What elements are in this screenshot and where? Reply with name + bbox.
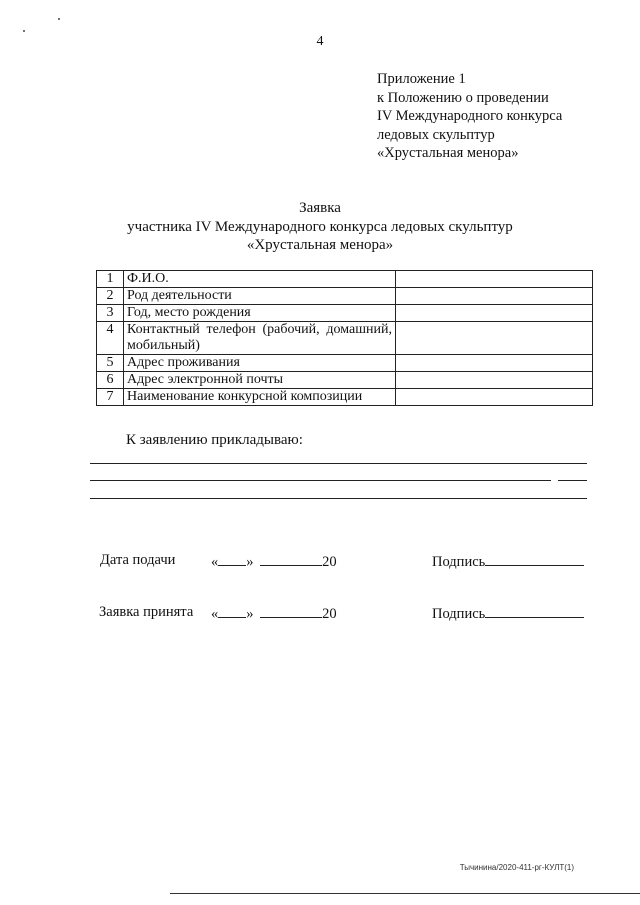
row-value-cell[interactable] <box>396 355 593 372</box>
appendix-reference <box>377 70 562 163</box>
table-row <box>97 322 593 355</box>
row-label: Год, место рождения <box>124 305 396 322</box>
appendix-line: к Положению о проведении <box>377 89 549 106</box>
quote-close: » <box>246 606 254 622</box>
row-value-cell[interactable] <box>396 372 593 389</box>
appendix-line: ледовых скульптур <box>377 126 495 143</box>
row-label: Ф.И.О. <box>124 271 396 288</box>
row-value-cell[interactable] <box>396 389 593 406</box>
signature-label: Подпись <box>432 554 486 570</box>
row-label: Адрес проживания <box>124 355 396 372</box>
attachments-label: К заявлению прикладываю: <box>126 432 303 448</box>
table-row <box>97 288 593 305</box>
row-number: 6 <box>97 372 124 389</box>
document-subtitle: участника IV Международного конкурса ледовых скульптур <box>127 218 513 235</box>
row-number: 2 <box>97 288 124 305</box>
row-number: 5 <box>97 355 124 372</box>
document-title: Заявка <box>299 200 341 216</box>
scan-speck <box>23 30 25 32</box>
day-blank[interactable] <box>218 604 246 618</box>
day-blank[interactable] <box>218 552 246 566</box>
appendix-line: IV Международного конкурса <box>377 108 563 124</box>
signature-field[interactable] <box>432 604 584 623</box>
application-heading <box>0 199 640 255</box>
row-value-cell[interactable] <box>396 288 593 305</box>
document-subtitle: «Хрустальная менора» <box>246 237 394 253</box>
attachments-line[interactable] <box>558 480 587 481</box>
submission-date-label: Дата подачи <box>100 552 176 568</box>
table-row <box>97 271 593 288</box>
applicant-form-table <box>96 270 593 406</box>
table-row <box>97 355 593 372</box>
submission-date-field[interactable] <box>211 552 337 571</box>
row-value-cell[interactable] <box>396 271 593 288</box>
table-row <box>97 372 593 389</box>
row-label: Род деятельности <box>124 288 396 305</box>
quote-close: » <box>246 554 254 570</box>
row-number: 7 <box>97 389 124 406</box>
accepted-date-field[interactable] <box>211 604 337 623</box>
signature-blank[interactable] <box>485 552 584 566</box>
table-row <box>97 305 593 322</box>
month-blank[interactable] <box>260 604 322 618</box>
row-label: Наименование конкурсной композиции <box>124 389 396 406</box>
attachments-line[interactable] <box>90 498 587 499</box>
row-label: Контактный телефон (рабочий, домашний, мобильный) <box>124 322 396 355</box>
signature-label: Подпись <box>432 606 486 622</box>
month-blank[interactable] <box>260 552 322 566</box>
document-code: Тычинина/2020-411-рг-КУЛТ(1) <box>459 863 574 872</box>
year-prefix: 20 <box>322 554 337 570</box>
attachments-line[interactable] <box>90 480 551 481</box>
row-value-cell[interactable] <box>396 305 593 322</box>
row-label: Адрес электронной почты <box>124 372 396 389</box>
page-edge-line <box>170 893 640 894</box>
page-number: 4 <box>316 34 324 49</box>
row-number: 3 <box>97 305 124 322</box>
attachments-line[interactable] <box>90 463 587 464</box>
accepted-date-label: Заявка принята <box>99 604 194 620</box>
table-row <box>97 389 593 406</box>
appendix-line: «Хрустальная менора» <box>377 145 519 161</box>
row-value-cell[interactable] <box>396 322 593 355</box>
appendix-line: Приложение 1 <box>377 71 466 87</box>
quote-open: « <box>211 606 219 622</box>
scan-speck <box>58 18 60 20</box>
year-prefix: 20 <box>322 606 337 622</box>
signature-blank[interactable] <box>485 604 584 618</box>
quote-open: « <box>211 554 219 570</box>
signature-field[interactable] <box>432 552 584 571</box>
row-number: 1 <box>97 271 124 288</box>
row-number: 4 <box>97 322 124 355</box>
